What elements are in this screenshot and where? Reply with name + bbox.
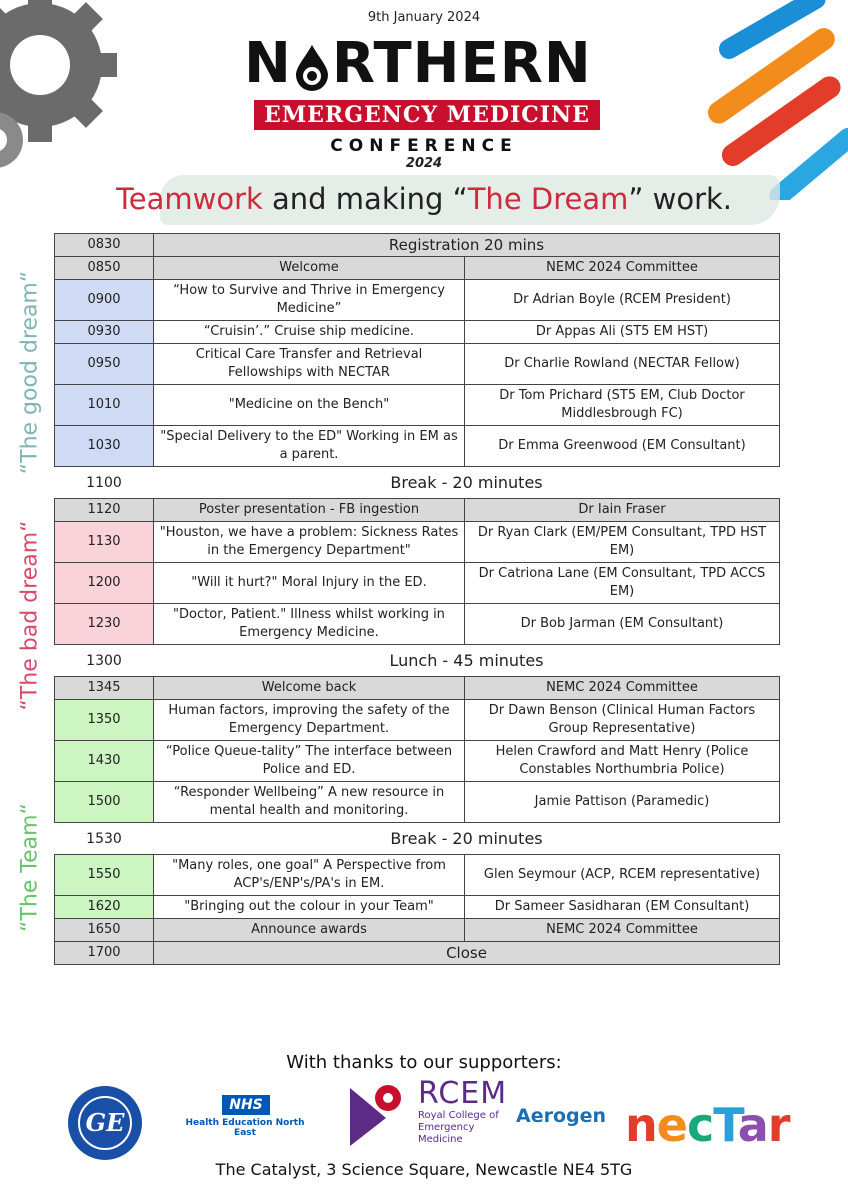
time-cell: 0930 xyxy=(55,321,154,344)
session-title-cell: "Houston, we have a problem: Sickness Rates in the Emergency Department" xyxy=(154,522,465,563)
rcem-logo xyxy=(346,1078,412,1148)
speaker-cell: Helen Crawford and Matt Henry (Police Constables Northumbria Police) xyxy=(465,741,780,782)
tagline xyxy=(0,182,848,216)
speaker-cell: Jamie Pattison (Paramedic) xyxy=(465,782,780,823)
speaker-cell: NEMC 2024 Committee xyxy=(465,677,780,700)
brand-letter-n: N xyxy=(244,31,292,96)
table-row xyxy=(55,234,780,257)
rcem-wordmark: RCEM xyxy=(418,1076,508,1111)
time-cell: 1700 xyxy=(55,942,154,965)
aerogen-logo: Aerogen xyxy=(516,1105,607,1127)
side-label-good-dream: “The good dream“ xyxy=(17,270,43,475)
time-cell: 1230 xyxy=(55,604,154,645)
nectar-r: r xyxy=(767,1098,790,1152)
session-title-cell: "Special Delivery to the ED" Working in EM as a parent. xyxy=(154,426,465,467)
time-cell: 1500 xyxy=(55,782,154,823)
time-cell: 1030 xyxy=(55,426,154,467)
nectar-a: a xyxy=(737,1098,768,1152)
time-cell: 1530 xyxy=(86,830,122,847)
nhs-logo: NHS xyxy=(222,1095,270,1115)
speaker-cell: Dr Iain Fraser xyxy=(465,499,780,522)
nectar-e: e xyxy=(656,1098,687,1152)
speaker-cell: Dr Ryan Clark (EM/PEM Consultant, TPD HST EM) xyxy=(465,522,780,563)
table-row xyxy=(55,257,780,280)
session-title-cell: Welcome xyxy=(154,257,465,280)
session-title-cell: Poster presentation - FB ingestion xyxy=(154,499,465,522)
drop-icon xyxy=(292,43,332,91)
time-cell: 1010 xyxy=(55,385,154,426)
session-title-cell: Announce awards xyxy=(154,919,465,942)
rcem-subtitle: Royal College of Emergency Medicine xyxy=(418,1110,499,1145)
session-title-cell: Welcome back xyxy=(154,677,465,700)
break-row xyxy=(55,467,780,499)
session-title-cell: “Cruisin’.” Cruise ship medicine. xyxy=(154,321,465,344)
table-row xyxy=(55,604,780,645)
table-row xyxy=(55,426,780,467)
break-row xyxy=(55,645,780,677)
speaker-cell: Dr Sameer Sasidharan (EM Consultant) xyxy=(465,896,780,919)
time-cell: 1120 xyxy=(55,499,154,522)
session-title-cell: "Medicine on the Bench" xyxy=(154,385,465,426)
table-row xyxy=(55,385,780,426)
session-title-cell: Human factors, improving the safety of the Emergency Department. xyxy=(154,700,465,741)
session-title-cell: Registration 20 mins xyxy=(154,234,780,257)
time-cell: 0900 xyxy=(55,280,154,321)
time-cell: 1100 xyxy=(86,474,122,491)
tagline-middle: and making “ xyxy=(262,182,468,216)
tagline-dream: The Dream xyxy=(467,182,629,216)
speaker-cell: Glen Seymour (ACP, RCEM representative) xyxy=(465,855,780,896)
speaker-cell: Dr Charlie Rowland (NECTAR Fellow) xyxy=(465,344,780,385)
session-title-cell: Close xyxy=(154,942,780,965)
table-row xyxy=(55,677,780,700)
time-cell: 0830 xyxy=(55,234,154,257)
time-cell: 0850 xyxy=(55,257,154,280)
event-date: 9th January 2024 xyxy=(367,10,481,25)
time-cell: 1345 xyxy=(55,677,154,700)
break-row xyxy=(55,823,780,855)
speaker-cell: NEMC 2024 Committee xyxy=(465,919,780,942)
table-row xyxy=(55,563,780,604)
session-title-cell: Lunch - 45 minutes xyxy=(389,650,544,670)
time-cell: 0950 xyxy=(55,344,154,385)
table-row xyxy=(55,919,780,942)
table-row xyxy=(55,499,780,522)
schedule-body xyxy=(55,234,780,965)
time-cell: 1620 xyxy=(55,896,154,919)
venue-address: The Catalyst, 3 Science Square, Newcastle NE4 5TG xyxy=(215,1160,633,1179)
session-title-cell: "Bringing out the colour in your Team" xyxy=(154,896,465,919)
emergency-medicine-banner: EMERGENCY MEDICINE xyxy=(254,100,600,130)
table-row xyxy=(55,782,780,823)
supporters-heading: With thanks to our supporters: xyxy=(286,1052,562,1073)
speaker-cell: Dr Adrian Boyle (RCEM President) xyxy=(465,280,780,321)
table-row xyxy=(55,700,780,741)
speaker-cell: Dr Emma Greenwood (EM Consultant) xyxy=(465,426,780,467)
health-education-north-east: Health Education North East xyxy=(185,1118,305,1138)
speaker-cell: Dr Bob Jarman (EM Consultant) xyxy=(465,604,780,645)
session-title-cell: "Many roles, one goal" A Perspective from ACP's/ENP's/PA's in EM. xyxy=(154,855,465,896)
ge-logo-text: GE xyxy=(78,1096,132,1150)
table-row xyxy=(55,522,780,563)
speaker-cell: Dr Dawn Benson (Clinical Human Factors Group Representative) xyxy=(465,700,780,741)
nectar-n: n xyxy=(625,1098,657,1152)
speaker-cell: Dr Catriona Lane (EM Consultant, TPD ACCS EM) xyxy=(465,563,780,604)
schedule-table xyxy=(54,233,780,965)
brand-rest: RTHERN xyxy=(331,31,592,96)
nectar-logo xyxy=(625,1098,789,1152)
table-row xyxy=(55,855,780,896)
table-row xyxy=(55,896,780,919)
speaker-cell: NEMC 2024 Committee xyxy=(465,257,780,280)
table-row xyxy=(55,280,780,321)
time-cell: 1350 xyxy=(55,700,154,741)
speaker-cell: Dr Tom Prichard (ST5 EM, Club Doctor Middlesbrough FC) xyxy=(465,385,780,426)
session-title-cell: Critical Care Transfer and Retrieval Fellowships with NECTAR xyxy=(154,344,465,385)
time-cell: 1130 xyxy=(55,522,154,563)
time-cell: 1650 xyxy=(55,919,154,942)
session-title-cell: “Police Queue-tality” The interface between Police and ED. xyxy=(154,741,465,782)
conference-brand xyxy=(244,31,592,96)
table-row xyxy=(55,321,780,344)
session-title-cell: Break - 20 minutes xyxy=(390,828,543,848)
conference-year: 2024 xyxy=(405,156,443,171)
nectar-t: T xyxy=(713,1098,738,1152)
session-title-cell: "Doctor, Patient." Illness whilst working in Emergency Medicine. xyxy=(154,604,465,645)
session-title-cell: Break - 20 minutes xyxy=(390,472,543,492)
time-cell: 1200 xyxy=(55,563,154,604)
table-row xyxy=(55,344,780,385)
time-cell: 1550 xyxy=(55,855,154,896)
table-row xyxy=(55,942,780,965)
session-title-cell: “How to Survive and Thrive in Emergency Medicine” xyxy=(154,280,465,321)
time-cell: 1430 xyxy=(55,741,154,782)
side-label-bad-dream: “The bad dream“ xyxy=(17,520,43,711)
side-label-team: “The Team“ xyxy=(17,803,43,932)
session-title-cell: "Will it hurt?" Moral Injury in the ED. xyxy=(154,563,465,604)
tagline-teamwork: Teamwork xyxy=(115,182,263,216)
table-row xyxy=(55,741,780,782)
nectar-c: c xyxy=(686,1098,714,1152)
session-title-cell: “Responder Wellbeing” A new resource in mental health and monitoring. xyxy=(154,782,465,823)
tagline-end: ” work. xyxy=(628,182,732,216)
speaker-cell: Dr Appas Ali (ST5 EM HST) xyxy=(465,321,780,344)
time-cell: 1300 xyxy=(86,652,122,669)
conference-label: CONFERENCE xyxy=(330,136,518,156)
